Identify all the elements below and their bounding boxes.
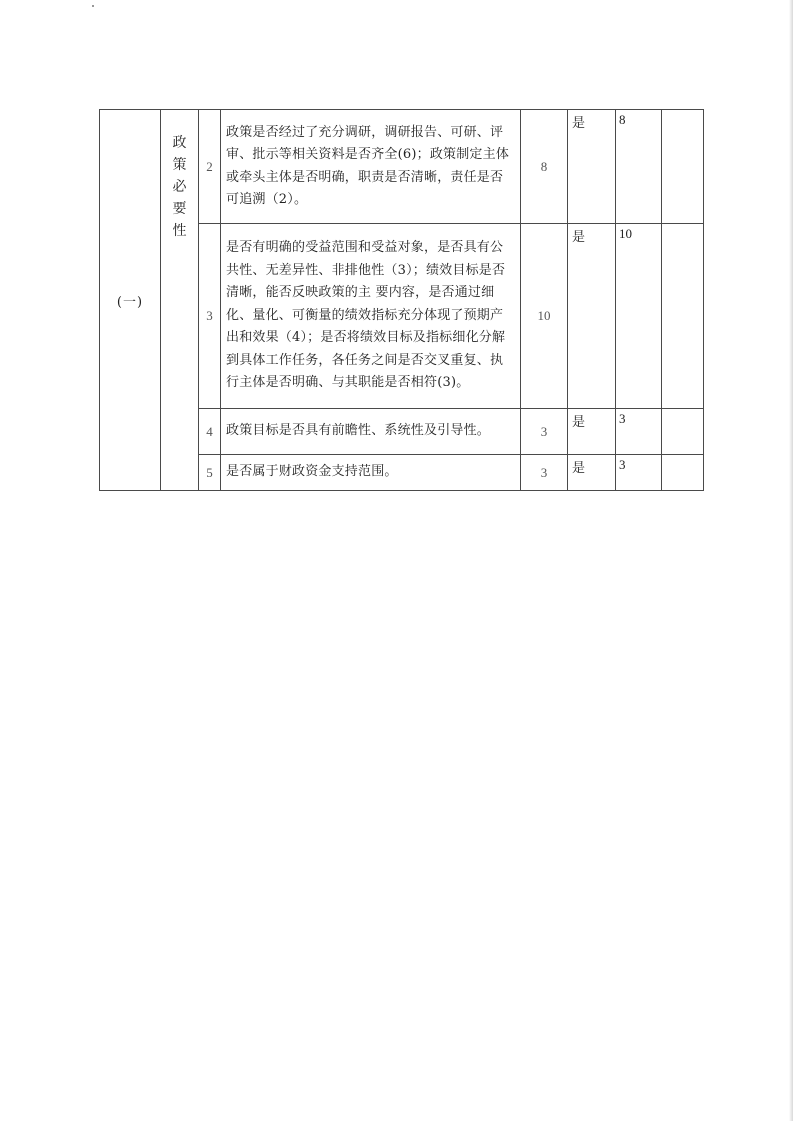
row-content: 政策是否经过了充分调研，调研报告、可研、评审、批示等相关资料是否齐全(6)；政策制定主体或牵头主体是否明确，职责是否清晰，责任是否可追溯（2）。: [221, 110, 521, 224]
row-result: 是: [568, 409, 616, 455]
row-number: 5: [199, 455, 221, 491]
row-remark: [662, 409, 704, 455]
row-number: 4: [199, 409, 221, 455]
row-actual-score: 8: [616, 110, 662, 224]
row-actual-score: 3: [616, 455, 662, 491]
row-score: 3: [521, 455, 568, 491]
row-content: 是否属于财政资金支持范围。: [221, 455, 521, 491]
section-cell: [100, 110, 161, 491]
row-result: 是: [568, 224, 616, 409]
row-content: 是否有明确的受益范围和受益对象，是否具有公共性、无差异性、非排他性（3）；绩效目标是否清晰，能否反映政策的主 要内容，是否通过细化、量化、可衡量的绩效指标充分体现了预期产出和效果（4）；是否将绩效目标及指标细化分解到具体工作任务，各任务之间是否交叉重复、执行主体是否明确、与其职能是否相符(3)。: [221, 224, 521, 409]
row-actual-score: 3: [616, 409, 662, 455]
section-label: (一): [116, 294, 144, 310]
row-score: 8: [521, 110, 568, 224]
category-cell: [161, 110, 199, 491]
evaluation-table: [99, 109, 704, 491]
category-label: 政策必要性: [172, 135, 187, 239]
row-content: 政策目标是否具有前瞻性、系统性及引导性。: [221, 409, 521, 455]
row-score: 3: [521, 409, 568, 455]
row-score: 10: [521, 224, 568, 409]
row-result: 是: [568, 110, 616, 224]
row-actual-score: 10: [616, 224, 662, 409]
row-result: 是: [568, 455, 616, 491]
row-number: 2: [199, 110, 221, 224]
row-remark: [662, 224, 704, 409]
scan-edge-shadow: [789, 0, 793, 1121]
scan-speck: [92, 5, 94, 7]
row-remark: [662, 110, 704, 224]
row-number: 3: [199, 224, 221, 409]
table-row: [100, 110, 704, 224]
row-remark: [662, 455, 704, 491]
